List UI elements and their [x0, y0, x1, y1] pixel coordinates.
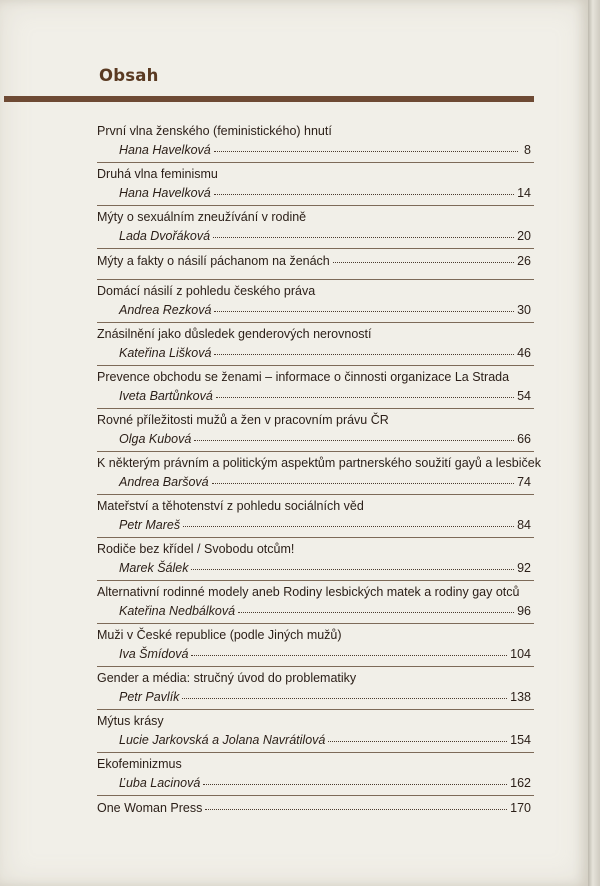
toc-entry — [97, 538, 534, 581]
toc-entry-line — [97, 253, 531, 268]
toc-entry — [97, 249, 534, 280]
dot-leader — [194, 429, 514, 441]
toc-entry-page: 26 — [517, 254, 531, 268]
toc-entry-page: 162 — [510, 776, 531, 790]
toc-entry-title: One Woman Press — [97, 801, 203, 815]
dot-leader — [182, 687, 507, 699]
toc-entry-author: Hana Havelková — [119, 186, 211, 200]
dot-leader — [213, 226, 514, 238]
toc-entry — [97, 796, 534, 826]
toc-heading: Obsah — [99, 66, 159, 85]
toc-entry-author: Olga Kubová — [119, 432, 192, 446]
heading-rule — [4, 96, 534, 102]
page-edge — [588, 0, 600, 886]
toc-entry-title: Ekofeminizmus — [97, 757, 182, 771]
toc-list — [97, 120, 541, 826]
dot-leader — [214, 140, 518, 152]
toc-entry-line — [119, 185, 531, 200]
dot-leader — [328, 730, 507, 742]
toc-entry-title: Alternativní rodinné modely aneb Rodiny lesbických matek a rodiny gay otců — [97, 585, 520, 599]
toc-entry-line — [119, 431, 531, 446]
toc-entry — [97, 366, 534, 409]
toc-entry-page: 54 — [517, 389, 531, 403]
toc-entry-page: 96 — [517, 604, 531, 618]
toc-entry-author: Iveta Bartůnková — [119, 389, 213, 403]
toc-entry-title: Mýtus krásy — [97, 714, 164, 728]
toc-entry-title: Prevence obchodu se ženami – informace o činnosti organizace La Strada — [97, 370, 510, 384]
dot-leader — [216, 386, 514, 398]
toc-entry-author: Iva Šmídová — [119, 647, 189, 661]
toc-entry — [97, 323, 534, 366]
toc-entry — [97, 667, 534, 710]
toc-entry-author: Andrea Baršová — [119, 475, 209, 489]
toc-entry-line — [119, 474, 531, 489]
toc-entry-page: 170 — [510, 801, 531, 815]
toc-entry — [97, 280, 534, 323]
dot-leader — [183, 515, 514, 527]
toc-entry-title: Gender a média: stručný úvod do problematiky — [97, 671, 357, 685]
toc-entry — [97, 495, 534, 538]
toc-entry-title: Znásilnění jako důsledek genderových nerovností — [97, 327, 372, 341]
toc-entry-page: 104 — [510, 647, 531, 661]
toc-entry — [97, 710, 534, 753]
toc-entry-title: Domácí násilí z pohledu českého práva — [97, 284, 316, 298]
dot-leader — [212, 472, 514, 484]
toc-entry-author: Kateřina Nedbálková — [119, 604, 236, 618]
toc-entry-line — [119, 775, 531, 790]
toc-entry-title: Mýty a fakty o násilí páchanom na ženách — [97, 254, 330, 268]
dot-leader — [214, 183, 514, 195]
toc-entry-author: Lada Dvořáková — [119, 229, 211, 243]
toc-entry-page: 46 — [517, 346, 531, 360]
toc-entry-title: K některým právním a politickým aspektům partnerského soužití gayů a lesbiček — [97, 456, 541, 470]
dot-leader — [205, 798, 507, 810]
toc-entry-line — [119, 646, 531, 661]
toc-entry — [97, 163, 534, 206]
toc-entry-line — [119, 142, 531, 157]
toc-entry-title: Muži v České republice (podle Jiných mužů) — [97, 628, 342, 642]
toc-entry-page: 84 — [517, 518, 531, 532]
toc-entry-title: Rovné příležitosti mužů a žen v pracovním právu ČR — [97, 413, 389, 427]
toc-entry-page: 30 — [517, 303, 531, 317]
toc-entry-title: Mýty o sexuálním zneužívání v rodině — [97, 210, 307, 224]
toc-entry-title: Druhá vlna feminismu — [97, 167, 218, 181]
toc-entry-author: Marek Šálek — [119, 561, 189, 575]
toc-entry — [97, 753, 534, 796]
toc-entry-line — [119, 560, 531, 575]
toc-entry-page: 74 — [517, 475, 531, 489]
toc-entry-page: 8 — [524, 143, 531, 157]
dot-leader — [191, 558, 514, 570]
toc-entry-author: Lucie Jarkovská a Jolana Navrátilová — [119, 733, 326, 747]
toc-entry-page: 92 — [517, 561, 531, 575]
dot-leader — [214, 300, 514, 312]
toc-entry-line — [119, 388, 531, 403]
toc-entry-title: První vlna ženského (feministického) hnutí — [97, 124, 332, 138]
toc-entry — [97, 581, 534, 624]
toc-entry-page: 154 — [510, 733, 531, 747]
toc-entry-page: 14 — [517, 186, 531, 200]
toc-entry-page: 138 — [510, 690, 531, 704]
dot-leader — [214, 343, 514, 355]
toc-entry — [97, 624, 534, 667]
toc-entry-author: Petr Mareš — [119, 518, 181, 532]
toc-entry-line — [119, 302, 531, 317]
toc-entry-line — [97, 800, 531, 815]
toc-entry-line — [119, 345, 531, 360]
dot-leader — [191, 644, 507, 656]
toc-entry-line — [119, 603, 531, 618]
toc-entry-page: 20 — [517, 229, 531, 243]
toc-entry-title: Mateřství a těhotenství z pohledu sociálních věd — [97, 499, 364, 513]
dot-leader — [203, 773, 507, 785]
dot-leader — [238, 601, 514, 613]
toc-entry — [97, 206, 534, 249]
toc-entry-line — [119, 689, 531, 704]
toc-entry-line — [119, 517, 531, 532]
toc-entry-author: Ľuba Lacinová — [119, 776, 201, 790]
toc-entry-author: Kateřina Lišková — [119, 346, 212, 360]
toc-entry — [97, 120, 534, 163]
toc-entry-page: 66 — [517, 432, 531, 446]
toc-entry-author: Petr Pavlík — [119, 690, 180, 704]
toc-entry-author: Hana Havelková — [119, 143, 211, 157]
dot-leader — [333, 251, 514, 263]
toc-entry-title: Rodiče bez křídel / Svobodu otcům! — [97, 542, 295, 556]
toc-entry-author: Andrea Rezková — [119, 303, 212, 317]
toc-entry-line — [119, 228, 531, 243]
toc-entry-line — [119, 732, 531, 747]
toc-entry — [97, 409, 534, 452]
toc-entry — [97, 452, 541, 495]
